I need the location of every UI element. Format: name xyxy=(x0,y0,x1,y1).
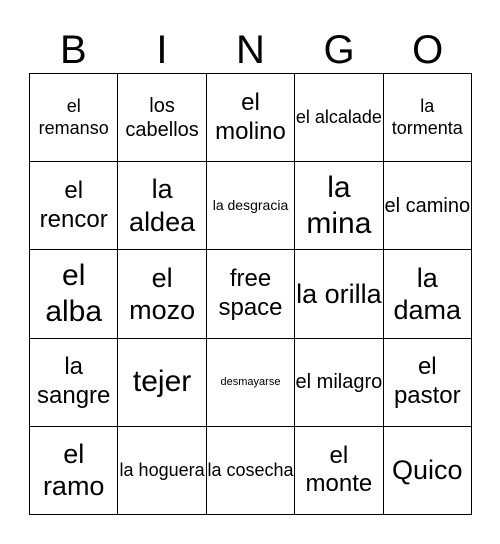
cell-text: el remanso xyxy=(38,96,109,138)
cell-text: el alcalade xyxy=(295,106,382,127)
header-letter-o: O xyxy=(412,28,444,72)
header-letter-i: I xyxy=(156,28,168,72)
cell-text: el monte xyxy=(305,441,373,498)
cell-text: el molino xyxy=(215,88,286,145)
cell-text: Quico xyxy=(392,455,463,486)
bingo-cell[interactable] xyxy=(384,250,472,338)
cell-text: la aldea xyxy=(129,174,196,237)
cell-text: la mina xyxy=(306,170,372,240)
cell-text: la orilla xyxy=(296,278,382,309)
bingo-cell[interactable] xyxy=(118,339,206,427)
bingo-cell[interactable] xyxy=(118,427,206,515)
cell-text: el pastor xyxy=(393,353,461,410)
cell-text: la desgracia xyxy=(212,197,289,214)
cell-text: free space xyxy=(218,265,283,321)
bingo-cell[interactable] xyxy=(384,427,472,515)
bingo-cell[interactable] xyxy=(118,74,206,162)
cell-text: la hoguera xyxy=(119,459,205,480)
bingo-cell[interactable] xyxy=(207,74,295,162)
bingo-cell[interactable] xyxy=(118,250,206,338)
header-letter-b: B xyxy=(59,28,87,72)
bingo-cell[interactable] xyxy=(30,427,118,515)
cell-text: la tormenta xyxy=(391,96,463,138)
cell-text: la dama xyxy=(393,262,462,325)
bingo-cell[interactable] xyxy=(207,162,295,250)
cell-text: desmayarse xyxy=(220,375,281,388)
bingo-cell[interactable] xyxy=(207,339,295,427)
bingo-grid xyxy=(29,73,472,515)
bingo-cell[interactable] xyxy=(207,427,295,515)
cell-text: el camino xyxy=(384,194,471,217)
header-letter-g: G xyxy=(323,28,355,72)
cell-text: el mozo xyxy=(129,262,196,325)
bingo-cell[interactable] xyxy=(30,74,118,162)
cell-text: tejer xyxy=(132,365,192,399)
cell-text: la sangre xyxy=(37,353,111,410)
header-letter-n: N xyxy=(236,28,265,72)
bingo-cell[interactable] xyxy=(118,162,206,250)
cell-text: la cosecha xyxy=(207,459,294,480)
cell-text: el rencor xyxy=(39,176,108,233)
cell-text: el milagro xyxy=(295,371,383,394)
bingo-cell[interactable] xyxy=(30,250,118,338)
bingo-cell[interactable] xyxy=(384,74,472,162)
bingo-cell[interactable] xyxy=(384,339,472,427)
bingo-cell[interactable] xyxy=(295,427,383,515)
bingo-cell[interactable] xyxy=(30,162,118,250)
bingo-header xyxy=(29,25,472,75)
bingo-cell[interactable] xyxy=(295,162,383,250)
cell-text: el alba xyxy=(45,258,103,328)
bingo-cell[interactable] xyxy=(295,250,383,338)
cell-text: el ramo xyxy=(42,439,105,502)
bingo-cell[interactable] xyxy=(384,162,472,250)
bingo-cell[interactable] xyxy=(295,339,383,427)
bingo-cell[interactable] xyxy=(295,74,383,162)
free-space-cell[interactable] xyxy=(207,250,295,338)
bingo-cell[interactable] xyxy=(30,339,118,427)
cell-text: los cabellos xyxy=(125,94,199,141)
